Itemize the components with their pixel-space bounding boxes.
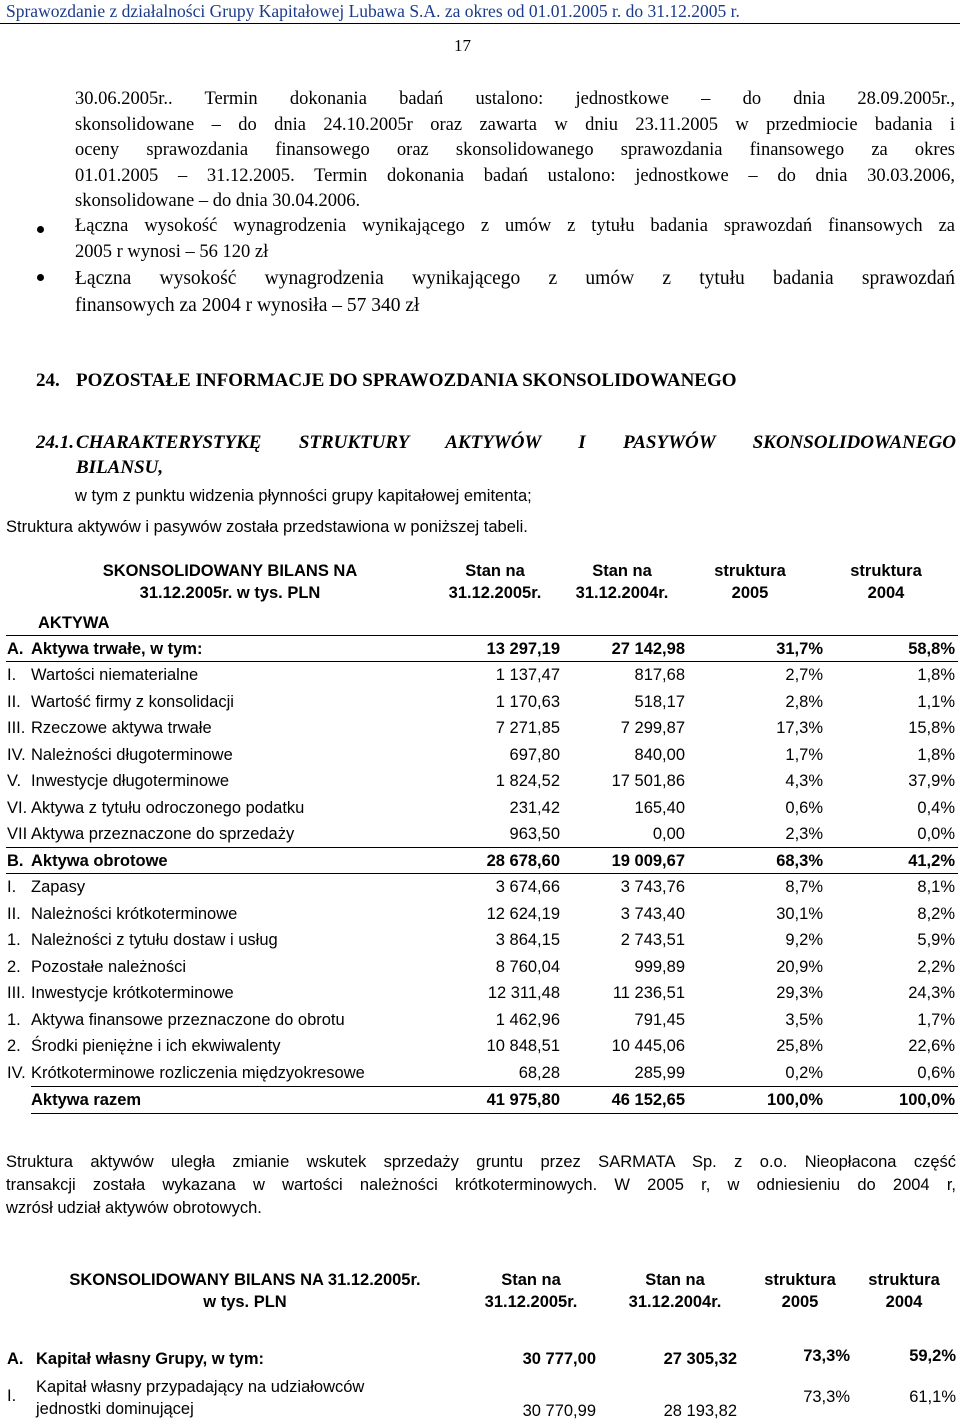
cell-2005: 231,42	[509, 798, 560, 817]
cell-2005: 697,80	[509, 745, 560, 764]
cell-2004: 2 743,51	[620, 931, 685, 949]
row-label: Krótkoterminowe rozliczenia międzyokresowe	[31, 1063, 365, 1082]
cell-structure-2004: 100,0%	[899, 1091, 955, 1109]
cell-2005: 1 137,47	[495, 666, 560, 684]
row-label: Należności długoterminowe	[31, 745, 233, 764]
cell-structure-2005: 1,7%	[785, 745, 823, 764]
cell-2004: 3 743,76	[620, 878, 685, 896]
cell-structure-2004: 1,8%	[917, 745, 955, 764]
bullet-line: 2005 r wynosi – 56 120 zł	[75, 241, 269, 262]
cell-structure-2004: 0,6%	[917, 1063, 955, 1082]
row-label: Aktywa obrotowe	[31, 851, 168, 870]
row-label: Inwestycje krótkoterminowe	[31, 984, 234, 1002]
paragraph-line: skonsolidowane – do dnia 24.10.2005r oraz zawarta w dniu 23.11.2005 w przedmiocie badania i	[75, 114, 955, 135]
cell-structure-2004: 8,1%	[917, 878, 955, 896]
column-header-line: 2004	[885, 1293, 923, 1311]
cell-2005: 30 777,00	[522, 1350, 596, 1368]
cell-structure-2004: 0,4%	[917, 798, 955, 817]
cell-2004: 840,00	[634, 745, 685, 764]
row-label: Aktywa z tytułu odroczonego podatku	[31, 798, 305, 817]
cell-2004: 17 501,86	[611, 772, 685, 790]
cell-structure-2005: 17,3%	[776, 719, 823, 737]
cell-structure-2004: 37,9%	[908, 772, 955, 790]
column-header-line: struktura	[714, 562, 786, 580]
row-number: B.	[7, 851, 24, 870]
cell-structure-2004: 1,7%	[917, 1010, 955, 1029]
cell-structure-2005: 2,7%	[785, 666, 823, 684]
cell-2004: 27 305,32	[663, 1350, 737, 1368]
column-header	[600, 1269, 750, 1313]
row-label: Aktywa trwałe, w tym:	[31, 640, 203, 658]
cell-structure-2004: 5,9%	[917, 931, 955, 949]
paragraph-line: 30.06.2005r.. Termin dokonania badań ustalono: jednostkowe – do dnia 28.09.2005r.,	[75, 89, 955, 109]
cell-2004: 817,68	[634, 666, 685, 684]
paragraph-line: skonsolidowane – do dnia 30.04.2006.	[75, 191, 361, 211]
cell-2004: 10 445,06	[611, 1037, 685, 1055]
cell-2005: 28 678,60	[486, 851, 560, 870]
cell-structure-2005: 8,7%	[785, 878, 823, 896]
cell-2005: 12 624,19	[486, 904, 560, 923]
column-header-line: Stan na	[592, 562, 652, 580]
row-label: Aktywa razem	[31, 1091, 142, 1109]
column-header	[740, 1269, 860, 1313]
cell-2005: 1 462,96	[495, 1010, 560, 1029]
document-title: Sprawozdanie z działalności Grupy Kapitałowej Lubawa S.A. za okres od 01.01.2005 r. do 31.12.2005 r.	[6, 1, 740, 21]
row-label: Aktywa przeznaczone do sprzedaży	[31, 825, 295, 843]
row-number: II.	[7, 692, 21, 711]
cell-2004: 791,45	[634, 1010, 685, 1029]
cell-structure-2004: 8,2%	[917, 904, 955, 923]
column-header-line: Stan na	[645, 1271, 705, 1289]
cell-structure-2005: 2,8%	[785, 692, 823, 711]
cell-structure-2005: 73,3%	[803, 1388, 850, 1406]
row-number: II.	[7, 904, 21, 923]
cell-structure-2004: 22,6%	[908, 1037, 955, 1055]
row-number: IV.	[7, 745, 26, 764]
row-number: I.	[7, 1387, 17, 1405]
cell-structure-2004: 24,3%	[908, 984, 955, 1002]
note-line: Struktura aktywów uległa zmianie wskutek sprzedaży gruntu przez SARMATA Sp. z o.o. Nieopłacona część	[6, 1153, 956, 1171]
row-label: Należności krótkoterminowe	[31, 904, 238, 923]
cell-2004: 285,99	[634, 1063, 685, 1082]
column-header-line: 31.12.2004r.	[575, 584, 669, 602]
row-number: III.	[7, 719, 26, 737]
cell-structure-2004: 1,1%	[917, 692, 955, 711]
section-number: 24.	[36, 370, 60, 391]
note-line: wzrósł udział aktywów obrotowych.	[6, 1199, 262, 1217]
row-number: A.	[7, 640, 24, 658]
cell-structure-2004: 41,2%	[908, 851, 955, 870]
row-number: VI.	[7, 798, 28, 817]
cell-structure-2004: 2,2%	[917, 957, 955, 976]
cell-structure-2005: 20,9%	[776, 957, 823, 976]
row-number: 2.	[7, 957, 21, 976]
column-header-line: struktura	[764, 1271, 836, 1289]
table-title	[30, 1269, 460, 1313]
paragraph-line: oceny sprawozdania finansowego oraz skonsolidowanego sprawozdania finansowego za okres	[75, 140, 955, 160]
cell-structure-2005: 0,6%	[785, 798, 823, 817]
cell-structure-2005: 29,3%	[776, 984, 823, 1002]
row-number: V.	[7, 772, 22, 790]
column-header-line: 2005	[781, 1293, 819, 1311]
cell-structure-2005: 30,1%	[776, 904, 823, 923]
cell-2004: 7 299,87	[620, 719, 685, 737]
cell-2004: 165,40	[634, 798, 685, 817]
cell-structure-2005: 25,8%	[776, 1037, 823, 1055]
column-header-line: 31.12.2005r.	[448, 584, 542, 602]
table-title-line: SKONSOLIDOWANY BILANS NA	[102, 562, 358, 580]
table-title-line: w tys. PLN	[203, 1293, 287, 1311]
row-label: Zapasy	[31, 878, 86, 896]
cell-structure-2005: 4,3%	[785, 772, 823, 790]
cell-2004: 0,00	[652, 825, 685, 843]
row-number: IV.	[7, 1063, 26, 1082]
cell-2004: 28 193,82	[663, 1402, 737, 1420]
bullet-line: Łączna wysokość wynagrodzenia wynikającego z umów z tytułu badania sprawozdań finansowych za	[75, 216, 955, 236]
cell-structure-2005: 100,0%	[767, 1091, 823, 1109]
column-header-line: Stan na	[465, 562, 525, 580]
row-label: Środki pieniężne i ich ekwiwalenty	[31, 1037, 281, 1055]
section-label: AKTYWA	[38, 614, 110, 632]
cell-2005: 8 760,04	[495, 957, 560, 976]
cell-2004: 19 009,67	[611, 851, 685, 870]
cell-2004: 3 743,40	[620, 904, 685, 923]
row-number: I.	[7, 878, 17, 896]
row-number: III.	[7, 984, 26, 1002]
row-number: I.	[7, 666, 17, 684]
row-label: Inwestycje długoterminowe	[31, 772, 230, 790]
cell-structure-2005: 73,3%	[803, 1347, 850, 1365]
row-label: Aktywa finansowe przeznaczone do obrotu	[31, 1010, 345, 1029]
cell-structure-2004: 59,2%	[909, 1347, 956, 1365]
bullet-line: finansowych za 2004 r wynosiła – 57 340 zł	[75, 295, 420, 316]
cell-2005: 13 297,19	[486, 640, 560, 658]
cell-2005: 10 848,51	[486, 1037, 560, 1055]
cell-structure-2004: 0,0%	[917, 825, 955, 843]
section-title: POZOSTAŁE INFORMACJE DO SPRAWOZDANIA SKONSOLIDOWANEGO	[76, 370, 737, 391]
cell-structure-2004: 15,8%	[908, 719, 955, 737]
cell-2005: 963,50	[509, 825, 560, 843]
cell-structure-2005: 2,3%	[785, 825, 823, 843]
row-label-line: Kapitał własny przypadający na udziałowców	[36, 1378, 365, 1396]
cell-structure-2005: 0,2%	[785, 1063, 823, 1082]
cell-2005: 7 271,85	[495, 719, 560, 737]
cell-structure-2005: 3,5%	[785, 1010, 823, 1029]
column-header-line: 31.12.2005r.	[484, 1293, 578, 1311]
column-header-line: Stan na	[501, 1271, 561, 1289]
column-header-line: struktura	[868, 1271, 940, 1289]
cell-structure-2004: 1,8%	[917, 666, 955, 684]
page-number: 17	[454, 36, 471, 55]
column-header	[844, 1269, 960, 1313]
row-label: Wartość firmy z konsolidacji	[31, 692, 234, 711]
bullet-line: Łączna wysokość wynagrodzenia wynikającego z umów z tytułu badania sprawozdań	[75, 268, 955, 289]
cell-structure-2005: 31,7%	[776, 640, 823, 658]
row-number: A.	[7, 1350, 24, 1368]
cell-2004: 999,89	[634, 957, 685, 976]
subsection-subtitle: w tym z punktu widzenia płynności grupy kapitałowej emitenta;	[75, 487, 532, 505]
paragraph-line: 01.01.2005 – 31.12.2005. Termin dokonania badań ustalono: jednostkowe – do dnia 30.03.2006,	[75, 165, 955, 186]
column-header	[456, 1269, 606, 1313]
cell-2005: 3 674,66	[495, 878, 560, 896]
cell-2004: 27 142,98	[611, 640, 685, 658]
cell-2005: 3 864,15	[495, 931, 560, 949]
cell-structure-2005: 68,3%	[776, 851, 823, 870]
cell-structure-2004: 58,8%	[908, 640, 955, 658]
subsection-title-line: BILANSU,	[76, 457, 164, 478]
row-number: 2.	[7, 1037, 21, 1055]
row-number: 1.	[7, 1010, 21, 1029]
cell-2004: 518,17	[634, 692, 685, 711]
subsection-number: 24.1.	[36, 432, 74, 453]
note-line: transakcji została wykazana w wartości należności krótkoterminowych. W 2005 r, w odniesieniu do 2004 r,	[6, 1176, 956, 1194]
cell-2005: 68,28	[518, 1063, 560, 1082]
column-header-line: 31.12.2004r.	[628, 1293, 722, 1311]
cell-2005: 12 311,48	[487, 984, 560, 1002]
row-label: Pozostałe należności	[31, 957, 187, 976]
column-header-line: 2005	[731, 584, 769, 602]
cell-2004: 46 152,65	[611, 1091, 685, 1109]
cell-2004: 11 236,51	[612, 984, 685, 1002]
intro-text: Struktura aktywów i pasywów została przedstawiona w poniższej tabeli.	[6, 518, 528, 536]
cell-2005: 41 975,80	[486, 1091, 560, 1109]
subsection-title-line: CHARAKTERYSTYKĘ STRUKTURY AKTYWÓW I PASYWÓW SKONSOLIDOWANEGO	[76, 432, 956, 453]
table-title-line: SKONSOLIDOWANY BILANS NA 31.12.2005r.	[69, 1271, 421, 1289]
row-label: Kapitał własny Grupy, w tym:	[36, 1350, 264, 1368]
table-title-line: 31.12.2005r. w tys. PLN	[139, 584, 321, 602]
cell-structure-2004: 61,1%	[909, 1388, 956, 1406]
column-header-line: struktura	[850, 562, 922, 580]
row-label: Rzeczowe aktywa trwałe	[31, 719, 212, 737]
row-label: Należności z tytułu dostaw i usług	[31, 931, 278, 949]
cell-2005: 1 824,52	[495, 772, 560, 790]
cell-2005: 30 770,99	[522, 1402, 596, 1420]
row-number: 1.	[7, 931, 21, 949]
row-label	[36, 1376, 364, 1420]
cell-2005: 1 170,63	[495, 692, 560, 711]
cell-structure-2005: 9,2%	[785, 931, 823, 949]
row-label-line: jednostki dominującej	[36, 1400, 194, 1418]
row-label: Wartości niematerialne	[31, 666, 199, 684]
row-number: VII	[7, 825, 28, 843]
column-header-line: 2004	[867, 584, 905, 602]
